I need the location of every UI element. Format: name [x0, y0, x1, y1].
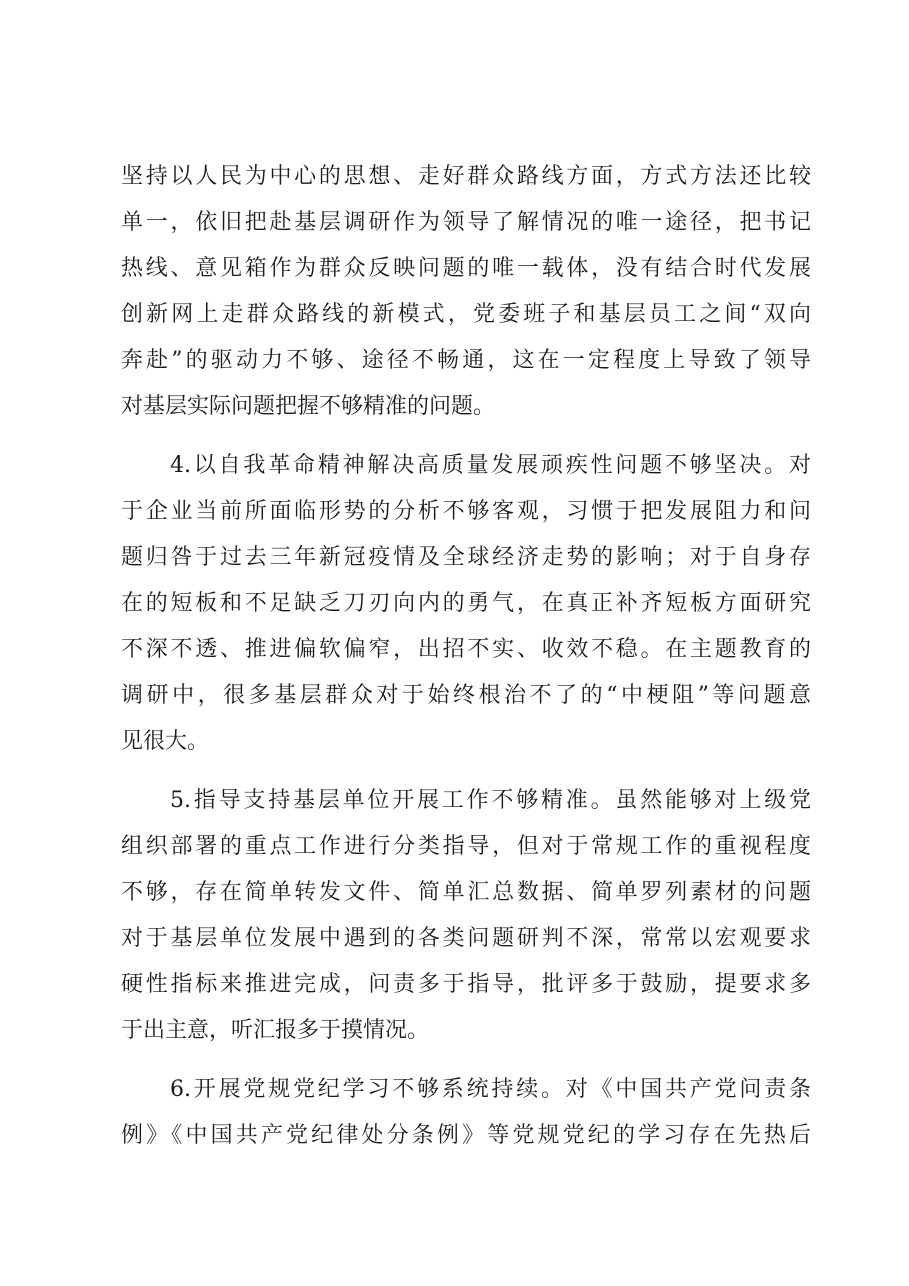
text-line: 5.指导支持基层单位开展工作不够精准。虽然能够对上级党 — [170, 788, 811, 813]
text-line: 热线、意见箱作为群众反映问题的唯一载体，没有结合时代发展 — [121, 256, 811, 281]
text-line: 题归咎于过去三年新冠疫情及全球经济走势的影响；对于自身存 — [121, 545, 811, 570]
text-line: 见很大。 — [121, 729, 210, 754]
text-line: 于企业当前所面临形势的分析不够客观，习惯于把发展阻力和问 — [121, 499, 811, 524]
text-line: 在的短板和不足缺乏刀刃向内的勇气，在真正补齐短板方面研究 — [121, 591, 811, 616]
text-line: 调研中，很多基层群众对于始终根治不了的“中梗阻”等问题意 — [121, 683, 811, 708]
text-line: 奔赴”的驱动力不够、途径不畅通，这在一定程度上导致了领导 — [121, 348, 811, 373]
text-line: 例》《中国共产党纪律处分条例》等党规党纪的学习存在先热后 — [121, 1123, 811, 1148]
paragraph-3-continuation — [121, 154, 811, 430]
text-line: 不够，存在简单转发文件、简单汇总数据、简单罗列素材的问题 — [121, 880, 811, 905]
text-line: 4.以自我革命精神解决高质量发展顽疾性问题不够坚决。对 — [170, 453, 811, 478]
text-line: 组织部署的重点工作进行分类指导，但对于常规工作的重视程度 — [121, 834, 811, 859]
paragraph-item-5 — [121, 778, 811, 1054]
text-line: 于出主意，听汇报多于摸情况。 — [121, 1018, 430, 1043]
text-line: 硬性指标来推进完成，问责多于指导，批评多于鼓励，提要求多 — [121, 972, 811, 997]
text-line: 创新网上走群众路线的新模式，党委班子和基层员工之间“双向 — [121, 302, 811, 327]
paragraph-item-6 — [121, 1067, 811, 1159]
text-line: 对基层实际问题把握不够精准的问题。 — [121, 394, 496, 419]
text-line: 6.开展党规党纪学习不够系统持续。对《中国共产党问责条 — [170, 1077, 811, 1102]
text-line: 不深不透、推进偏软偏窄，出招不实、收效不稳。在主题教育的 — [121, 637, 811, 662]
text-line: 单一，依旧把赴基层调研作为领导了解情况的唯一途径，把书记 — [121, 210, 811, 235]
text-line: 对于基层单位发展中遇到的各类问题研判不深，常常以宏观要求 — [121, 926, 811, 951]
text-line: 坚持以人民为中心的思想、走好群众路线方面，方式方法还比较 — [121, 164, 811, 189]
paragraph-item-4 — [121, 443, 811, 765]
document-body — [121, 154, 811, 1159]
